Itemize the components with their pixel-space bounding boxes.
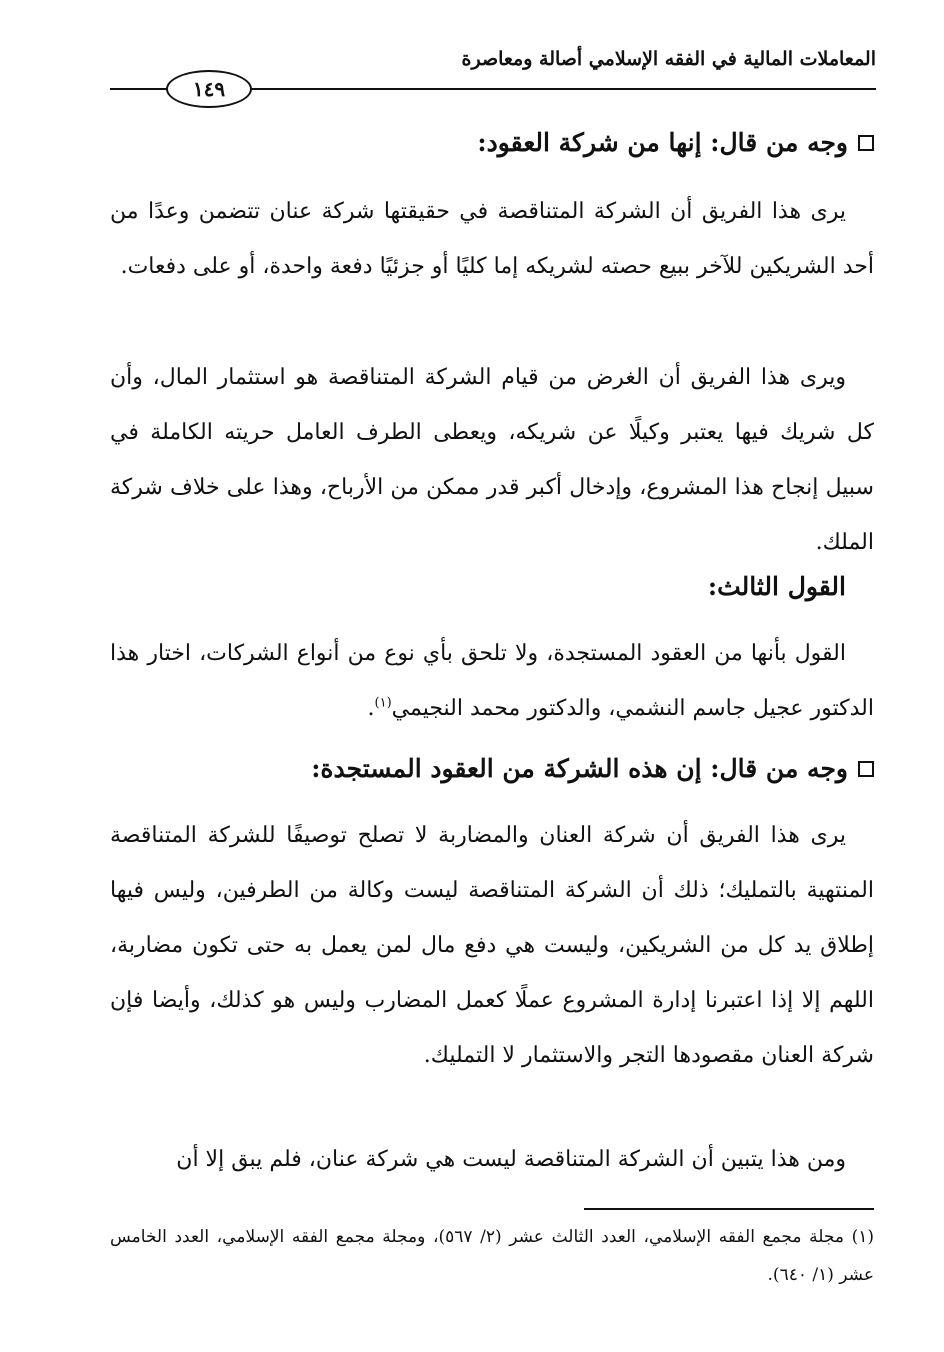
heading-text: وجه من قال: إن هذه الشركة من العقود المستجدة: [311, 754, 848, 783]
footnote-rule [584, 1208, 874, 1210]
checkbox-bullet-icon [858, 135, 874, 151]
paragraph-5: ومن هذا يتبين أن الشركة المتناقصة ليست هي شركة عنان، فلم يبق إلا أن [176, 1147, 846, 1172]
section-heading-third-opinion [708, 572, 846, 601]
paragraph-3 [110, 626, 874, 736]
section-heading-contract-partnership [477, 128, 874, 157]
paragraph-3-end: . [367, 696, 375, 721]
heading-text: وجه من قال: إنها من شركة العقود: [477, 128, 848, 157]
paragraph-1: يرى هذا الفريق أن الشركة المتناقصة في حقيقتها شركة عنان تتضمن وعدًا من أحد الشريكين للآخر ببيع حصته لشريكه إما كليًا أو جزئيًا دفعة واحدة، أو على دفعات. [110, 199, 874, 279]
footnote-1: (١) مجلة مجمع الفقه الإسلامي، العدد الثالث عشر (٢/ ٥٦٧)، ومجلة مجمع الفقه الإسلامي، العدد الخامس عشر (١/ ٦٤٠). [110, 1227, 874, 1285]
heading-text: القول الثالث: [707, 572, 846, 601]
paragraph-4: يرى هذا الفريق أن شركة العنان والمضاربة لا تصلح توصيفًا للشركة المتناقصة المنتهية بالتمليك؛ ذلك أن الشركة المتناقصة ليست وكالة من الطرفين، وليس فيها إطلاق يد كل من الشريكين، وليست هي دفع مال لمن يعمل به حتى تكون مضاربة، اللهم إلا إذا اعتبرنا إدارة المشروع عملًا كعمل المضارب وليس هو كذلك، وأيضا فإن شركة العنان مقصودها التجر والاستثمار لا التمليك. [110, 823, 874, 1068]
running-title: المعاملات المالية في الفقه الإسلامي أصالة ومعاصرة [461, 48, 876, 70]
footnote-reference[interactable]: (١) [374, 695, 392, 711]
checkbox-bullet-icon [858, 761, 874, 777]
section-heading-new-contracts [311, 754, 874, 783]
paragraph-2: ويرى هذا الفريق أن الغرض من قيام الشركة المتناقصة هو استثمار المال، وأن كل شريك فيها يعتبر وكيلًا عن شريكه، ويعطى الطرف العامل حريته الكاملة في سبيل إنجاح هذا المشروع، وإدخال أكبر قدر ممكن من الأرباح، وهذا على خلاف شركة الملك. [110, 365, 874, 555]
paragraph-3-text: القول بأنها من العقود المستجدة، ولا تلحق بأي نوع من أنواع الشركات، اختار هذا الدكتور عجيل جاسم النشمي، والدكتور محمد النجيمي [110, 641, 874, 721]
page-number-badge: ١٤٩ [166, 70, 252, 108]
